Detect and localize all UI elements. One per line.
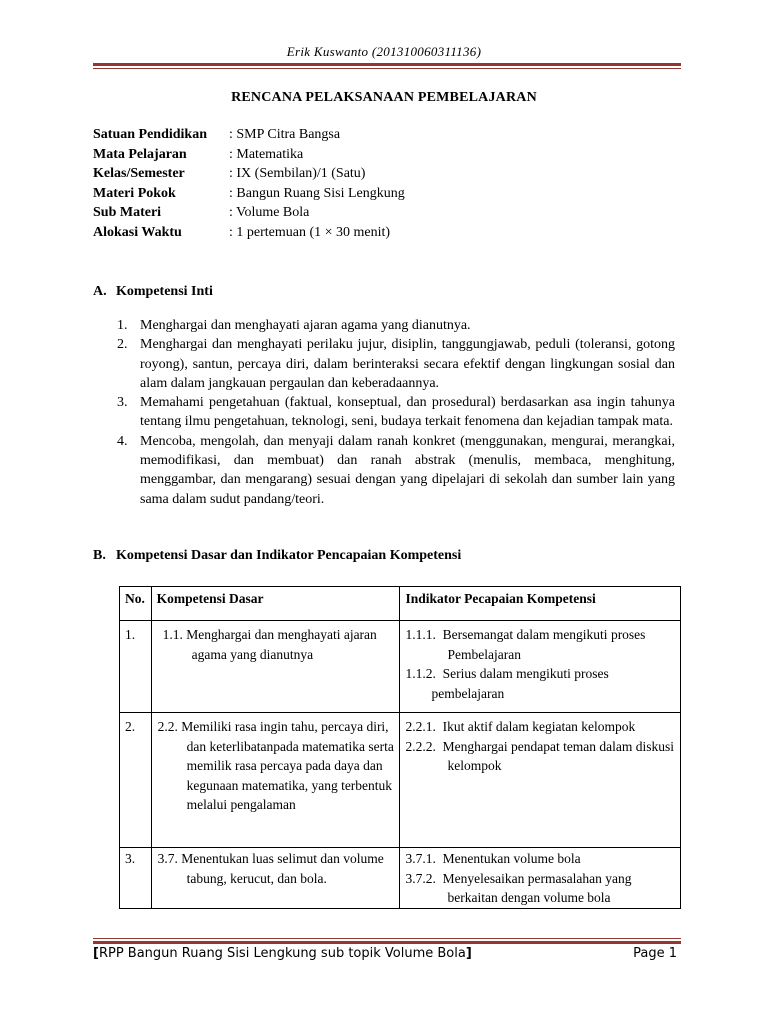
indicator-number: 1.1.2.: [405, 666, 436, 681]
list-text: Memahami pengetahuan (faktual, konseptual, dan prosedural) berdasarkan asa ingin tahunya tentang ilmu pengetahuan, teknologi, seni, budaya terkait fenomena dan kejadian tampak mata.: [140, 395, 675, 430]
info-value: : IX (Sembilan)/1 (Satu): [229, 166, 366, 181]
indicator-cell: [400, 848, 681, 909]
page-footer: [93, 946, 681, 961]
identity-table: [93, 125, 405, 242]
info-value: : 1 pertemuan (1 × 30 menit): [229, 224, 391, 240]
footer-rule-thick: [93, 941, 681, 944]
indicator-entry: [405, 625, 675, 664]
info-value: : Matematika: [229, 146, 304, 162]
indicator-cell: [400, 621, 681, 713]
section-a-heading: [93, 284, 213, 300]
table-row: [120, 713, 681, 848]
table-header-row: [120, 587, 681, 621]
list-number: 4.: [117, 433, 128, 449]
header-rule-thin: [93, 68, 681, 69]
list-number: 3.: [117, 395, 128, 411]
row-number: 2.: [120, 713, 152, 848]
list-item: [117, 316, 675, 335]
kd-text: Menghargai dan menghayati ajaran agama yang dianutnya: [186, 627, 377, 662]
row-number: 1.: [120, 621, 152, 713]
info-row: [93, 164, 405, 184]
list-text: Menghargai dan menghayati ajaran agama yang dianutnya.: [140, 318, 471, 333]
indicator-number: 1.1.1.: [405, 627, 436, 642]
list-item: [117, 432, 675, 509]
kd-text: Memiliki rasa ingin tahu, percaya diri, dan keterlibatanpada matematika serta memilik rasa percaya pada daya dan kegunaan matematika, yang terbentuk melalui pengalaman: [181, 719, 394, 812]
kd-entry: [158, 717, 395, 815]
info-label: Kelas/Semester: [93, 166, 185, 181]
kd-text: Menentukan luas selimut dan volume tabung, kerucut, dan bola.: [181, 851, 384, 886]
list-number: 2.: [117, 337, 128, 353]
kd-entry: [158, 625, 395, 664]
list-item: [117, 335, 675, 393]
indicator-entry: [405, 717, 675, 737]
column-header-indicator: Indikator Pecapaian Kompetensi: [400, 587, 681, 621]
indicator-entry: [405, 869, 675, 908]
indicator-cell: [400, 713, 681, 848]
kd-number: 2.2.: [157, 719, 178, 734]
section-b-heading: [93, 548, 461, 564]
section-title: Kompetensi Inti: [116, 284, 213, 299]
info-row: [93, 223, 405, 243]
info-value: : Volume Bola: [229, 205, 310, 220]
info-label: Satuan Pendidikan: [93, 127, 207, 142]
kd-number: 1.1.: [162, 627, 183, 642]
info-row: [93, 184, 405, 204]
indicator-number: 3.7.1.: [405, 851, 436, 866]
info-label: Mata Pelajaran: [93, 146, 187, 162]
header-rule-thick: [93, 63, 681, 66]
info-row: [93, 125, 405, 145]
indicator-entry: [405, 737, 675, 776]
kd-cell: [151, 848, 400, 909]
table-row: [120, 848, 681, 909]
footer-title: RPP Bangun Ruang Sisi Lengkung sub topik Volume Bola: [98, 946, 466, 961]
indicator-text: Ikut aktif dalam kegiatan kelompok: [442, 719, 636, 734]
indicator-text: Serius dalam mengikuti proses pembelajaran: [431, 666, 609, 701]
kompetensi-inti-list: [117, 316, 675, 509]
kd-cell: [151, 621, 400, 713]
list-text: Menghargai dan menghayati perilaku jujur, disiplin, tanggungjawab, peduli (toleransi, gotong royong), santun, percaya diri, dalam berinteraksi secara efektif dengan lingkungan sosial dan alam dalam jangkauan pergaulan dan keberadaannya.: [140, 337, 675, 391]
info-value: : Bangun Ruang Sisi Lengkung: [229, 185, 405, 201]
indicator-entry: [405, 849, 675, 869]
competency-table: [119, 586, 681, 909]
info-label: Sub Materi: [93, 205, 162, 220]
info-row: [93, 145, 405, 165]
kd-number: 3.7.: [157, 851, 178, 866]
header-author: Erik Kuswanto (201310060311136): [286, 44, 482, 59]
list-item: [117, 393, 675, 432]
indicator-text: Bersemangat dalam mengikuti proses Pembelajaran: [442, 627, 646, 662]
list-number: 1.: [117, 318, 128, 333]
indicator-text: Menghargai pendapat teman dalam diskusi kelompok: [442, 738, 675, 773]
info-row: [93, 203, 405, 223]
section-letter: A.: [93, 284, 107, 299]
document-title: RENCANA PELAKSANAAN PEMBELAJARAN: [231, 90, 537, 105]
footer-rule-thin: [93, 938, 681, 939]
info-label: Materi Pokok: [93, 185, 176, 201]
indicator-number: 2.2.2.: [405, 738, 436, 754]
info-value: : SMP Citra Bangsa: [229, 127, 341, 142]
kd-entry: [158, 849, 395, 888]
section-letter: B.: [93, 548, 106, 563]
page-number: Page 1: [633, 946, 677, 961]
indicator-entry: [405, 664, 675, 703]
kd-cell: [151, 713, 400, 848]
row-number: 3.: [120, 848, 152, 909]
table-row: [120, 621, 681, 713]
indicator-number: 3.7.2.: [405, 870, 436, 886]
footer-bracket-open: [: [93, 946, 99, 961]
column-header-kd: Kompetensi Dasar: [151, 587, 400, 621]
indicator-text: Menyelesaikan permasalahan yang berkaitan dengan volume bola: [442, 870, 632, 905]
list-text: Mencoba, mengolah, dan menyaji dalam ranah konkret (menggunakan, mengurai, merangkai, memodifikasi, dan membuat) dan ranah abstrak (menulis, membaca, menghitung, menggambar, dan mengarang) sesuai dengan yang dipelajari di sekolah dan sumber lain yang sama dalam sudut pandang/teori.: [140, 433, 675, 507]
section-title: Kompetensi Dasar dan Indikator Pencapaian Kompetensi: [116, 548, 462, 563]
indicator-text: Menentukan volume bola: [442, 851, 581, 866]
indicator-number: 2.2.1.: [405, 719, 436, 734]
footer-bracket-close: ]: [465, 946, 472, 961]
info-label: Alokasi Waktu: [93, 224, 182, 240]
column-header-no: No.: [120, 587, 152, 621]
